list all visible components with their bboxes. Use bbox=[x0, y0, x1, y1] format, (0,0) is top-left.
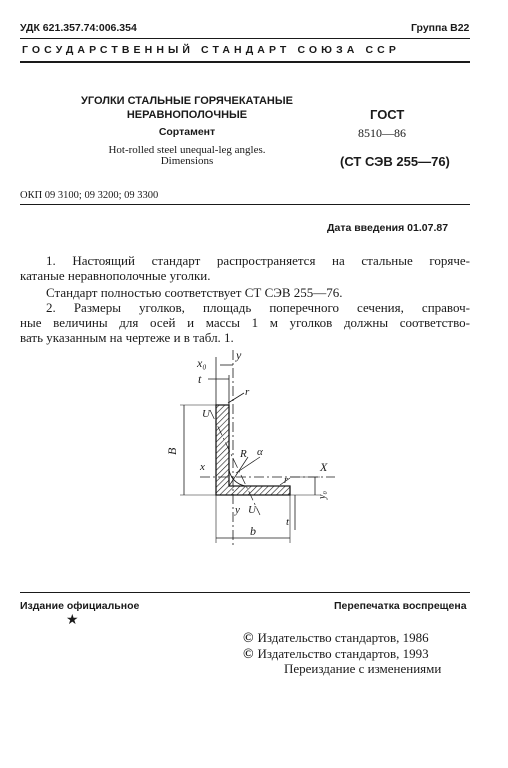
st-sev-reference: (СТ СЭВ 255—76) bbox=[340, 154, 450, 169]
header-rule-bottom bbox=[20, 61, 470, 63]
paragraph-1 bbox=[20, 253, 470, 283]
label-r-bottom: r bbox=[284, 475, 288, 486]
label-r-top: r bbox=[245, 386, 250, 398]
label-y0: y₀ bbox=[317, 491, 328, 499]
title-english-line-2: Dimensions bbox=[160, 155, 214, 167]
label-b: b bbox=[250, 524, 256, 538]
label-y-top: y bbox=[236, 348, 242, 362]
label-x0: x₀ bbox=[197, 356, 207, 370]
state-standard-heading: ГОСУДАРСТВЕННЫЙ СТАНДАРТ СОЮЗА ССР bbox=[22, 44, 400, 56]
title-line-2: НЕРАВНОПОЛОЧНЫЕ bbox=[126, 109, 248, 121]
label-y-bottom: y bbox=[235, 504, 240, 516]
copyright-1986 bbox=[243, 630, 429, 647]
label-u-bottom: U bbox=[248, 504, 256, 516]
okp-rule bbox=[20, 204, 470, 205]
paragraph-3-line-2: ные величины для осей и массы 1 м уголков должны соответство- bbox=[20, 315, 470, 330]
angle-section-drawing bbox=[160, 345, 340, 545]
gost-label: ГОСТ bbox=[370, 107, 405, 122]
title-line-1: УГОЛКИ СТАЛЬНЫЕ ГОРЯЧЕКАТАНЫЕ bbox=[81, 95, 293, 107]
label-t-top: t bbox=[198, 372, 202, 386]
title-subtitle: Сортамент bbox=[158, 126, 216, 138]
paragraph-2: Стандарт полностью соответствует СТ СЭВ 255—76. bbox=[46, 285, 343, 300]
label-u-top: U bbox=[202, 408, 210, 420]
title-english-line-1: Hot-rolled steel unequal-leg angles. bbox=[108, 144, 266, 156]
gost-number: 8510—86 bbox=[358, 126, 406, 140]
paragraph-3-line-1: 2. Размеры уголков, площадь поперечного сечения, справоч- bbox=[46, 300, 470, 315]
copyright-1993-text: Издательство стандартов, 1993 bbox=[257, 646, 429, 661]
label-t-right: t bbox=[286, 516, 290, 528]
reprint-prohibited: Перепечатка воспрещена bbox=[334, 600, 467, 612]
label-alpha: α bbox=[257, 446, 263, 458]
label-x-right: X bbox=[320, 460, 328, 474]
label-B: B bbox=[165, 447, 179, 455]
okp-codes: ОКП 09 3100; 09 3200; 09 3300 bbox=[20, 190, 159, 201]
official-edition: Издание официальное bbox=[20, 600, 140, 612]
copyright-icon: © bbox=[243, 647, 254, 662]
date-of-introduction: Дата введения 01.07.87 bbox=[327, 222, 449, 234]
paragraph-3 bbox=[20, 300, 470, 345]
copyright-icon: © bbox=[243, 631, 254, 646]
udc-code: УДК 621.357.74:006.354 bbox=[20, 22, 137, 34]
paragraph-1-line-1: 1. Настоящий стандарт распространяется на стальные горяче- bbox=[46, 253, 470, 268]
footer-rule bbox=[20, 592, 470, 593]
copyright-1986-text: Издательство стандартов, 1986 bbox=[257, 630, 429, 645]
paragraph-1-line-2: катаные неравнополочные уголки. bbox=[20, 268, 211, 283]
reissue-note: Переиздание с изменениями bbox=[284, 661, 442, 676]
label-x-left: x bbox=[200, 461, 205, 473]
paragraph-3-line-3: вать указанным на чертеже и в табл. 1. bbox=[20, 330, 234, 345]
group-code: Группа В22 bbox=[411, 22, 470, 34]
star-icon: ★ bbox=[66, 613, 79, 628]
r-top-leader bbox=[228, 393, 244, 403]
label-R: R bbox=[240, 448, 247, 460]
angle-profile-shape bbox=[216, 405, 290, 495]
header-rule-top bbox=[20, 38, 470, 39]
